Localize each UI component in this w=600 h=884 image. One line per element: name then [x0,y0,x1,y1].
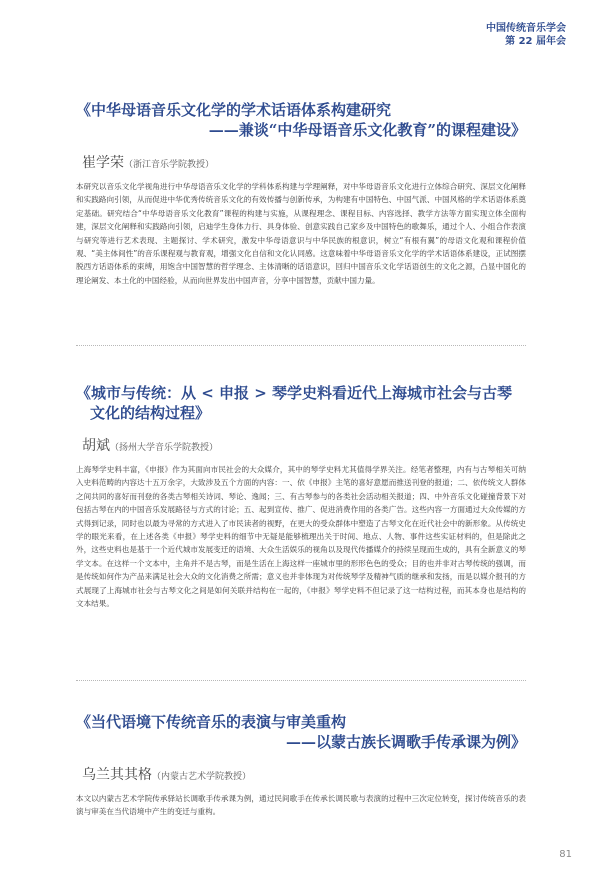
article-2-author-line [82,435,526,455]
article-1-abstract: 本研究以音乐文化学视角进行中华母语音乐文化学的学科体系构建与学理阐释，对中华母语音乐文化进行立体综合研究、深层文化阐释和实践路向引领，从而促进中华优秀传统音乐文化的有效传播与创新传承，为构建有中国特色、中国气派、中国风格的学术话语体系奠定基础。研究结合“中华母语音乐文化教育”课程的构建与实施，从课程理念、课程目标、内容选择、教学方法等方面实现立体全面构建，深层文化阐释和实践路向引领，启迪学生身体力行、具身体验、创意实践自己家乡及中国特色的歌舞乐，通过个人、小组合作表演与研究等进行艺术表现、主题探讨、学术研究，激发中华母语意识与中华民族的根意识，树立“有根有翼”的母语文化观和课程价值观、“美主体间性”的音乐课程观与教育观，增强文化自信和文化认同感。这意味着中华母语音乐文化学的学术话语体系建设，正试图摆脱西方话语体系的束缚，用饱含中国智慧的哲学理念、主体清晰的话语意识，回归中国音乐文化学话语创生的文化之源，凸显中国化的理论阐发、本土化的中国经验，从而向世界发出中国声音，分享中国智慧，贡献中国力量。 [76,182,526,285]
article-1-author-line [82,152,526,172]
article-2-affiliation: （扬州大学音乐学院教授） [110,443,219,453]
article-1-title [76,100,526,140]
article-3-author-line [82,764,526,784]
article-2 [76,383,526,610]
article-3-title-sub: ——以蒙古族长调歌手传承课为例》 [285,733,526,751]
article-3-abstract: 本文以内蒙古艺术学院传承驿站长调歌手传承课为例，通过民间歌手在传承长调民歌与表演的过程中三次定位转变，探讨传统音乐的表演与审美在当代语境中产生的变迁与重构。 [76,794,526,817]
article-1-title-sub: ——兼谈“中华母语音乐文化教育”的课程建设》 [208,121,526,139]
section-divider-2 [76,680,526,681]
article-2-title [76,383,526,423]
article-2-title-sub: 文化的结构过程》 [90,404,211,422]
article-3 [76,712,526,819]
article-2-title-main: 《城市与传统：从 < 申报 > 琴学史料看近代上海城市社会与古琴 [76,384,513,402]
article-1 [76,100,526,287]
article-1-author: 崔学荣 [82,155,124,171]
section-divider-1 [76,345,526,346]
article-3-title-main: 《当代语境下传统音乐的表演与审美重构 [76,713,347,731]
page-number: 81 [559,849,572,860]
article-1-title-main: 《中华母语音乐文化学的学术话语体系构建研究 [76,101,392,119]
header-session: 第 22 届年会 [505,36,566,47]
article-3-affiliation: （内蒙古艺术学院教授） [152,772,252,782]
article-2-abstract: 上海琴学史料丰富，《申报》作为其面向市民社会的大众媒介，其中的琴学史料尤其值得学界关注。经笔者整理，内有与古琴相关可纳入史料范畴的内容达十五万余字，大致涉及五个方面的内容：一、依《申报》主笔的喜好意愿而推送刊登的报道；二、依传统文人群体之间共同的喜好而刊登的各类古琴相关诗词、琴论、逸闻；三、有古琴参与的各类社会活动相关报道；四、中外音乐文化碰撞背景下对包括古琴在内的中国音乐发展路径与方式的讨论；五、起到宣传、推广、促进消费作用的各类广告。这些内容一方面通过大众传媒的方式得到记录，同时也以最为寻常的方式进入了市民读者的视野，在更大的受众群体中塑造了古琴文化在近代社会中的新形象。从传统史学的眼光来看，在上述各类《申报》琴学史料的细节中无疑是能够梳理出关于时间、地点、人物、事件这些实证材料的，但是除此之外，这些史料也是基于一个近代城市发展变迁的语境、大众生活娱乐的视角以及现代传播媒介的持续呈现而生成的，具有全新意义的琴学文本。在这样一个文本中，主角并不是古琴，而是生活在上海这样一座城市里的形形色色的受众；目的也并非对古琴传统的强调，而是传统如何作为产品来满足社会大众的文化消费之所需；意义也并非体现为对传统琴学及精神气质的继承和发扬，而是以媒介报刊的方式展现了上海城市社会与古琴文化之间是如何关联并结构在一起的，《申报》琴学史料不但记录了这一结构过程，而其本身也是结构的文本结果。 [76,465,526,609]
article-3-author: 乌兰其其格 [82,767,152,783]
article-2-author: 胡斌 [82,438,110,454]
article-3-title [76,712,526,752]
header-society: 中国传统音乐学会 [486,23,566,34]
article-1-affiliation: （浙江音乐学院教授） [124,160,215,170]
conference-header [486,22,566,48]
